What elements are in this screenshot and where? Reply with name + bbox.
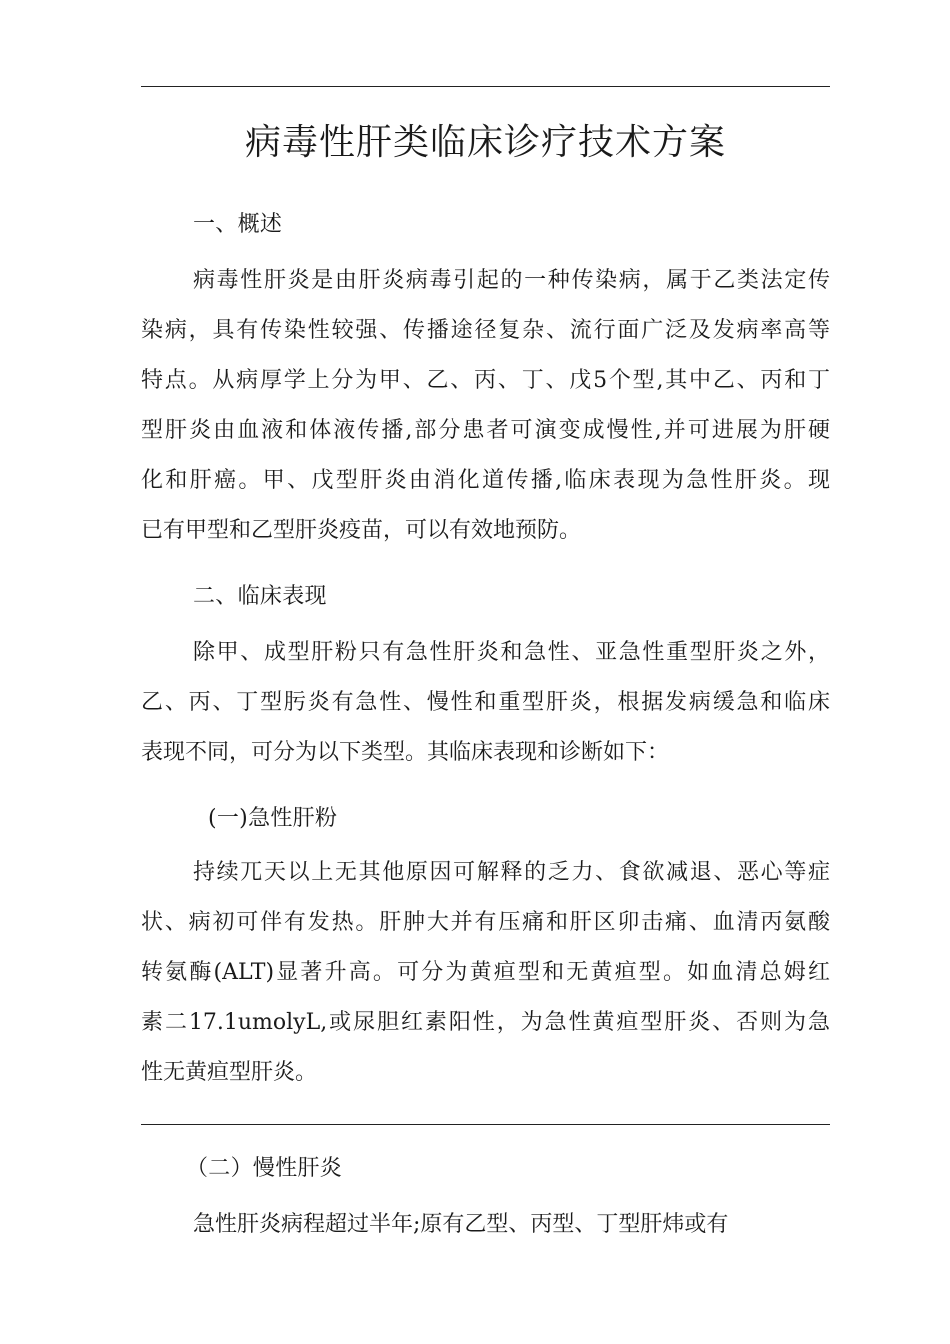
paragraph-line: 转氨酶(ALT)显著升高。可分为黄疸型和无黄疸型。如血清总姆红 (141, 960, 830, 985)
paragraph-line: 乙、丙、丁型肟炎有急性、慢性和重型肝炎，根据发病缓急和临床 (141, 690, 830, 715)
paragraph-line: 持续兀天以上无其他原因可解释的乏力、食欲减退、恶心等症 (193, 860, 830, 885)
paragraph-line: 染病，具有传染性较强、传播途径复杂、流行面广泛及发病率高等 (141, 318, 830, 343)
top-rule (141, 86, 830, 87)
paragraph-line: 型肝炎由血液和体液传播,部分患者可演变成慢性,并可进展为肝硬 (141, 418, 830, 443)
subsection-heading-acute: (一)急性肝粉 (208, 806, 338, 831)
section-heading-overview: 一、概述 (193, 212, 283, 237)
paragraph-line: 病毒性肝炎是由肝炎病毒引起的一种传染病，属于乙类法定传 (193, 268, 830, 293)
paragraph-line: 已有甲型和乙型肝炎疫苗，可以有效地预防。 (141, 518, 582, 543)
paragraph-line: 表现不同，可分为以下类型。其临床表现和诊断如下： (141, 740, 670, 765)
paragraph-line: 性无黄疸型肝炎。 (141, 1060, 318, 1085)
paragraph-line: 化和肝癌。甲、戊型肝炎由消化道传播,临床表现为急性肝炎。现 (141, 468, 830, 493)
section-heading-clinical: 二、临床表现 (193, 584, 327, 609)
paragraph-line: 状、病初可伴有发热。肝肿大并有压痛和肝区卯击痛、血清丙氨酸 (141, 910, 830, 935)
page-break-rule (141, 1124, 830, 1125)
document-title: 病毒性肝类临床诊疗技术方案 (244, 122, 726, 163)
paragraph-line: 除甲、成型肝粉只有急性肝炎和急性、亚急性重型肝炎之外， (193, 640, 830, 665)
paragraph-line: 素二17.1umolyL,或尿胆红素阳性，为急性黄疸型肝炎、否则为急 (141, 1010, 830, 1035)
paragraph-line: 特点。从病厚学上分为甲、乙、丙、丁、戊5个型,其中乙、丙和丁 (141, 368, 830, 393)
subsection-heading-chronic: （二）慢性肝炎 (186, 1156, 343, 1181)
paragraph-line: 急性肝炎病程超过半年;原有乙型、丙型、丁型肝炜或有 (193, 1212, 729, 1237)
